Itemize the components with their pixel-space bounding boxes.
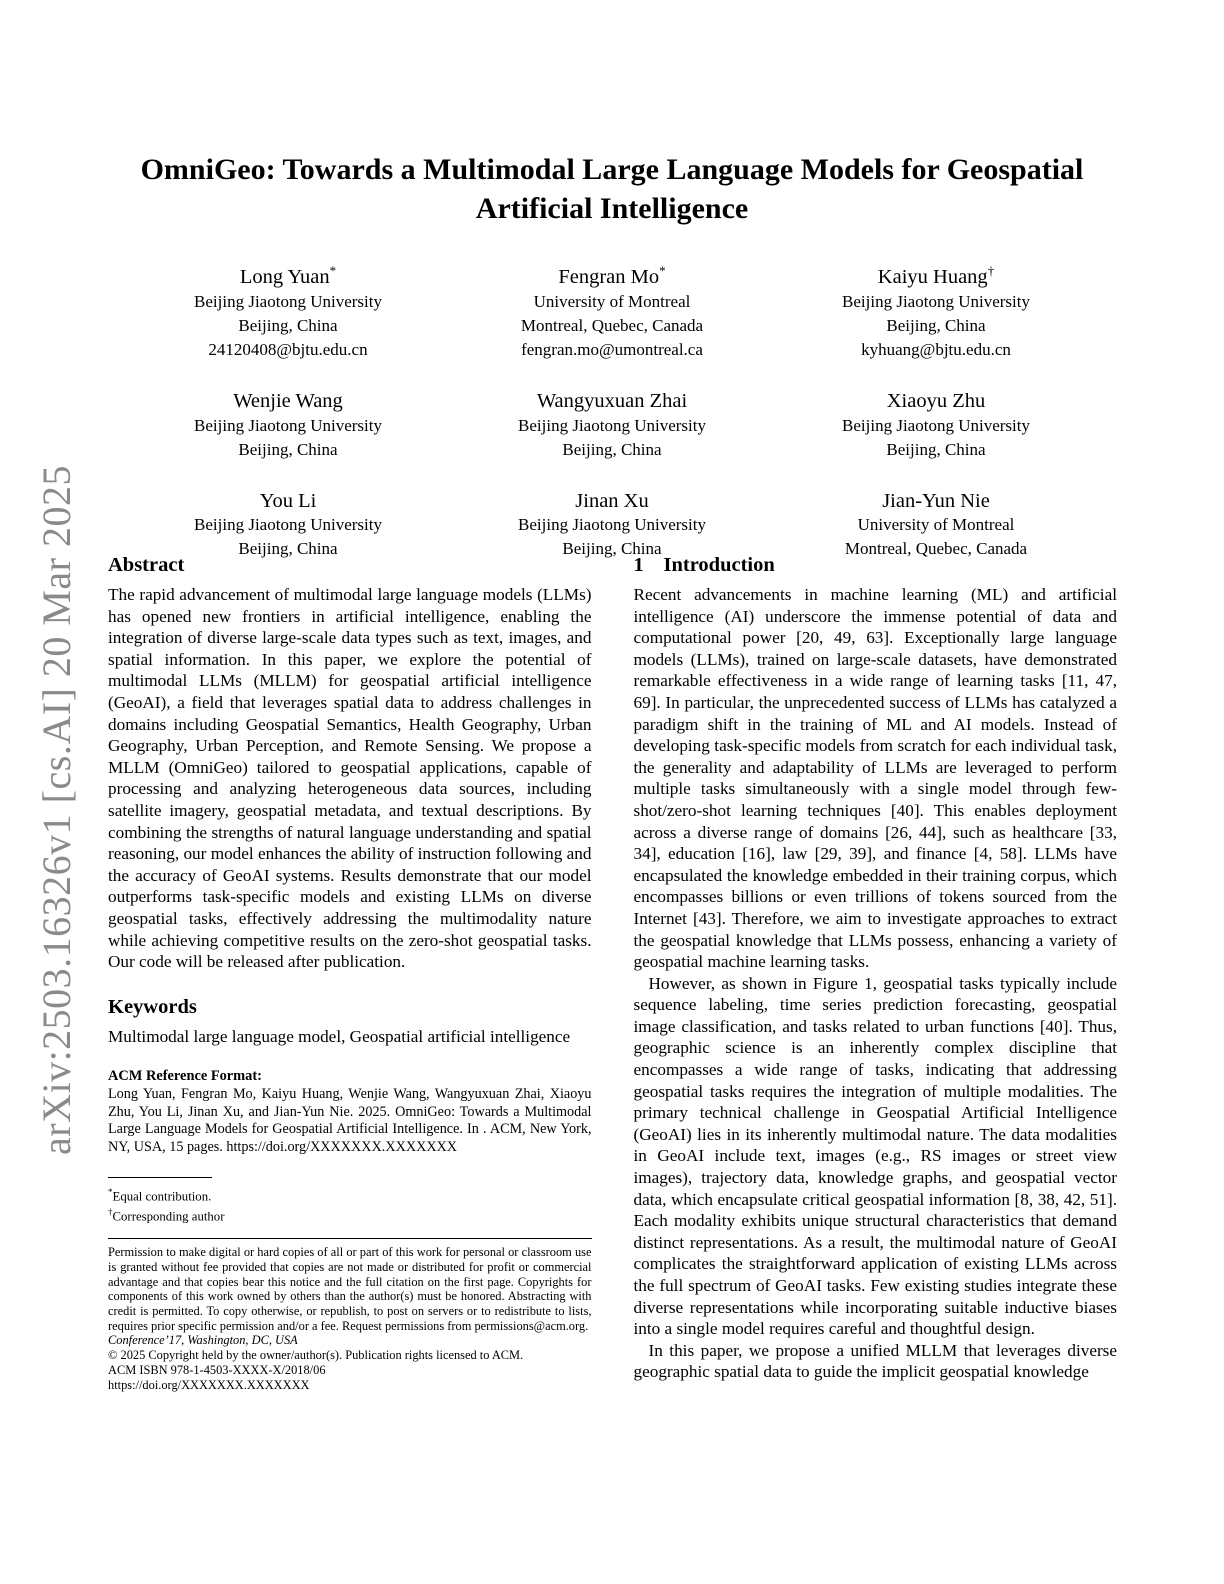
author-name-text: Long Yuan xyxy=(239,265,330,288)
introduction-paragraph-2: However, as shown in Figure 1, geospatial tasks typically include sequence labeling, time series prediction forecasting, geospatial image classification, and tasks related to urban functions [40]. Thus, geographic science is an inherently complex discipline that encompasses a wide range of tasks, indicating that addressing geospatial tasks requires the integration of multiple modalities. The primary technical challenge in Geospatial Artificial Intelligence (GeoAI) lies in its inherently multimodal nature. The data modalities in GeoAI include text, images (e.g., RS images or street view images), trajectory data, knowledge graphs, and geospatial vector data, which encapsulate critical geospatial information [8, 38, 42, 51]. Each modality exhibits unique structural characteristics that demand distinct representations. As a result, the multimodal nature of GeoAI complicates the straightforward application of existing LLMs across the full spectrum of GeoAI tasks. Few existing studies integrate these diverse representations while incorporating suitable inductive biases into a single model requires careful and thoughtful design. xyxy=(633,973,1117,1339)
footnote-equal-contribution xyxy=(108,1184,592,1205)
abstract-heading: Abstract xyxy=(108,554,185,576)
arxiv-watermark: arXiv:2503.16326v1 [cs.AI] 20 Mar 2025 xyxy=(34,465,79,1155)
author-name xyxy=(450,482,774,514)
footnotes xyxy=(108,1184,592,1226)
author-long-yuan xyxy=(126,258,450,362)
introduction-heading xyxy=(634,552,1118,578)
footnote-separator-rule xyxy=(108,1177,212,1178)
author-name-text: Xiaoyu Zhu xyxy=(886,389,986,412)
author-mark: † xyxy=(987,263,995,278)
author-name xyxy=(126,258,450,290)
two-column-body xyxy=(108,552,1117,1392)
author-affiliation: Beijing Jiaotong University xyxy=(518,415,706,435)
author-location: Montreal, Quebec, Canada xyxy=(520,315,704,335)
author-name-text: Jian-Yun Nie xyxy=(882,489,990,512)
author-location: Beijing, China xyxy=(238,315,338,335)
author-name-text: Fengran Mo xyxy=(558,265,660,288)
author-name xyxy=(774,482,1098,514)
author-location: Beijing, China xyxy=(238,439,338,459)
author-name xyxy=(774,258,1098,290)
author-name xyxy=(126,382,450,414)
author-name-text: Wenjie Wang xyxy=(233,389,343,412)
author-affiliation: Beijing Jiaotong University xyxy=(842,291,1030,311)
author-mark: * xyxy=(659,263,666,278)
keywords-heading: Keywords xyxy=(108,995,197,1018)
acm-reference-heading: ACM Reference Format: xyxy=(108,1068,262,1085)
permission-separator-rule xyxy=(108,1238,592,1239)
author-location: Beijing, China xyxy=(886,315,986,335)
abstract-text: The rapid advancement of multimodal large language models (LLMs) has opened new frontiers in artificial intelligence, enabling the integration of diverse large-scale data types such as text, images, and spatial information. In this paper, we explore the potential of multimodal LLMs (MLLM) for geospatial artificial intelligence (GeoAI), a field that leverages spatial data to address challenges in domains including Geospatial Semantics, Health Geography, Urban Geography, Urban Perception, and Remote Sensing. We propose a MLLM (OmniGeo) tailored to geospatial applications, capable of processing and analyzing heterogeneous data sources, including satellite imagery, geospatial metadata, and textual descriptions. By combining the strengths of natural language understanding and spatial reasoning, our model enhances the ability of instruction following and the accuracy of GeoAI systems. Results demonstrate that our model outperforms task-specific models and existing LLMs on diverse geospatial tasks, effectively addressing the multimodality nature while achieving competitive results on the zero-shot geospatial tasks. Our code will be released after publication. xyxy=(108,585,592,972)
author-email: fengran.mo@umontreal.ca xyxy=(521,339,703,359)
author-affiliation: University of Montreal xyxy=(533,291,691,311)
section-title: Introduction xyxy=(663,554,775,576)
conference-line: Conference’17, Washington, DC, USA xyxy=(108,1333,298,1348)
left-column xyxy=(108,552,592,1392)
author-kaiyu-huang xyxy=(774,258,1098,362)
footnote-mark: † xyxy=(108,1207,113,1218)
author-wangyuxuan-zhai xyxy=(450,382,774,462)
page-title: OmniGeo: Towards a Multimodal Large Language Models for Geospatial Artificial Intelligence xyxy=(140,153,1084,225)
author-name-text: Wangyuxuan Zhai xyxy=(536,389,688,412)
permission-notice: Permission to make digital or hard copies of all or part of this work for personal or classroom use is granted without fee provided that copies are not made or distributed for profit or commercial advantage and that copies bear this notice and the full citation on the first page. Copyrights for components of this work owned by others than the author(s) must be honored. Abstracting with credit is permitted. To copy otherwise, or republish, to post on servers or to redistribute to lists, requires prior specific permission and/or a fee. Request permissions from permissions@acm.org. xyxy=(108,1245,592,1333)
author-fengran-mo xyxy=(450,258,774,362)
footnote-mark: * xyxy=(108,1186,113,1197)
author-name-text: Kaiyu Huang xyxy=(877,265,988,288)
keywords-text: Multimodal large language model, Geospatial artificial intelligence xyxy=(108,1026,571,1046)
section-number: 1 xyxy=(633,554,644,576)
author-email: 24120408@bjtu.edu.cn xyxy=(208,339,368,359)
author-jinan-xu xyxy=(450,482,774,562)
acm-reference-doi-link[interactable]: https://doi.org/XXXXXXX.XXXXXXX xyxy=(226,1139,458,1156)
author-mark: * xyxy=(329,263,337,278)
author-location: Beijing, China xyxy=(238,539,338,559)
footnote-text: Equal contribution. xyxy=(112,1188,212,1203)
footnote-text: Corresponding author xyxy=(112,1209,225,1224)
footnote-corresponding-author xyxy=(108,1204,592,1225)
author-name xyxy=(450,382,774,414)
doi-link[interactable]: https://doi.org/XXXXXXX.XXXXXXX xyxy=(108,1377,310,1392)
author-location: Montreal, Quebec, Canada xyxy=(844,539,1028,559)
copyright-line: © 2025 Copyright held by the owner/author(s). Publication rights licensed to ACM. xyxy=(108,1348,524,1363)
author-name xyxy=(126,482,450,514)
author-affiliation: Beijing Jiaotong University xyxy=(194,291,382,311)
author-xiaoyu-zhu xyxy=(774,382,1098,462)
author-name xyxy=(450,258,774,290)
author-wenjie-wang xyxy=(126,382,450,462)
author-affiliation: Beijing Jiaotong University xyxy=(842,415,1030,435)
acm-reference-text xyxy=(108,1086,592,1156)
introduction-paragraph-1: Recent advancements in machine learning (ML) and artificial intelligence (AI) underscore the immense potential of data and computational power [20, 49, 63]. Exceptionally large language models (LLMs), trained on large-scale datasets, have demonstrated remarkable effectiveness in a wide range of learning tasks [11, 47, 69]. In particular, the unprecedented success of LLMs has catalyzed a paradigm shift in the training of ML and AI models. Instead of developing task-specific models from scratch for each individual task, the generality and adaptability of LLMs are leveraged to perform multiple tasks simultaneously with a single model through few-shot/zero-shot learning techniques [40]. This enables deployment across a diverse range of domains [26, 44], such as healthcare [33, 34], education [16], law [29, 39], and finance [4, 58]. LLMs have encapsulated the knowledge embedded in their training corpus, which encompasses billions or even trillions of tokens sourced from the Internet [43]. Therefore, we aim to investigate approaches to extract the geospatial knowledge that LLMs possess, enhancing a variety of geospatial machine learning tasks. xyxy=(633,585,1117,972)
author-name-text: You Li xyxy=(259,489,317,512)
author-jian-yun-nie xyxy=(774,482,1098,562)
author-location: Beijing, China xyxy=(562,539,662,559)
author-email: kyhuang@bjtu.edu.cn xyxy=(861,339,1011,359)
author-block xyxy=(126,258,1098,561)
author-affiliation: Beijing Jiaotong University xyxy=(194,415,382,435)
author-location: Beijing, China xyxy=(886,439,986,459)
acm-reference-citation: Long Yuan, Fengran Mo, Kaiyu Huang, Wenjie Wang, Wangyuxuan Zhai, Xiaoyu Zhu, You Li, Jinan Xu, and Jian-Yun Nie. 2025. OmniGeo: Towards a Multimodal Large Language Models for Geospatial Artificial Intelligence. In . ACM, New York, NY, USA, 15 pages. xyxy=(108,1086,592,1156)
right-column xyxy=(634,552,1118,1392)
introduction-paragraph-3: In this paper, we propose a unified MLLM that leverages diverse geographic spatial data to guide the implicit geospatial knowledge xyxy=(633,1340,1117,1382)
author-affiliation: University of Montreal xyxy=(857,515,1015,535)
isbn-line: ACM ISBN 978-1-4503-XXXX-X/2018/06 xyxy=(108,1362,326,1377)
author-you-li xyxy=(126,482,450,562)
author-affiliation: Beijing Jiaotong University xyxy=(194,515,382,535)
author-affiliation: Beijing Jiaotong University xyxy=(518,515,706,535)
author-name xyxy=(774,382,1098,414)
author-name-text: Jinan Xu xyxy=(575,489,649,512)
author-location: Beijing, China xyxy=(562,439,662,459)
